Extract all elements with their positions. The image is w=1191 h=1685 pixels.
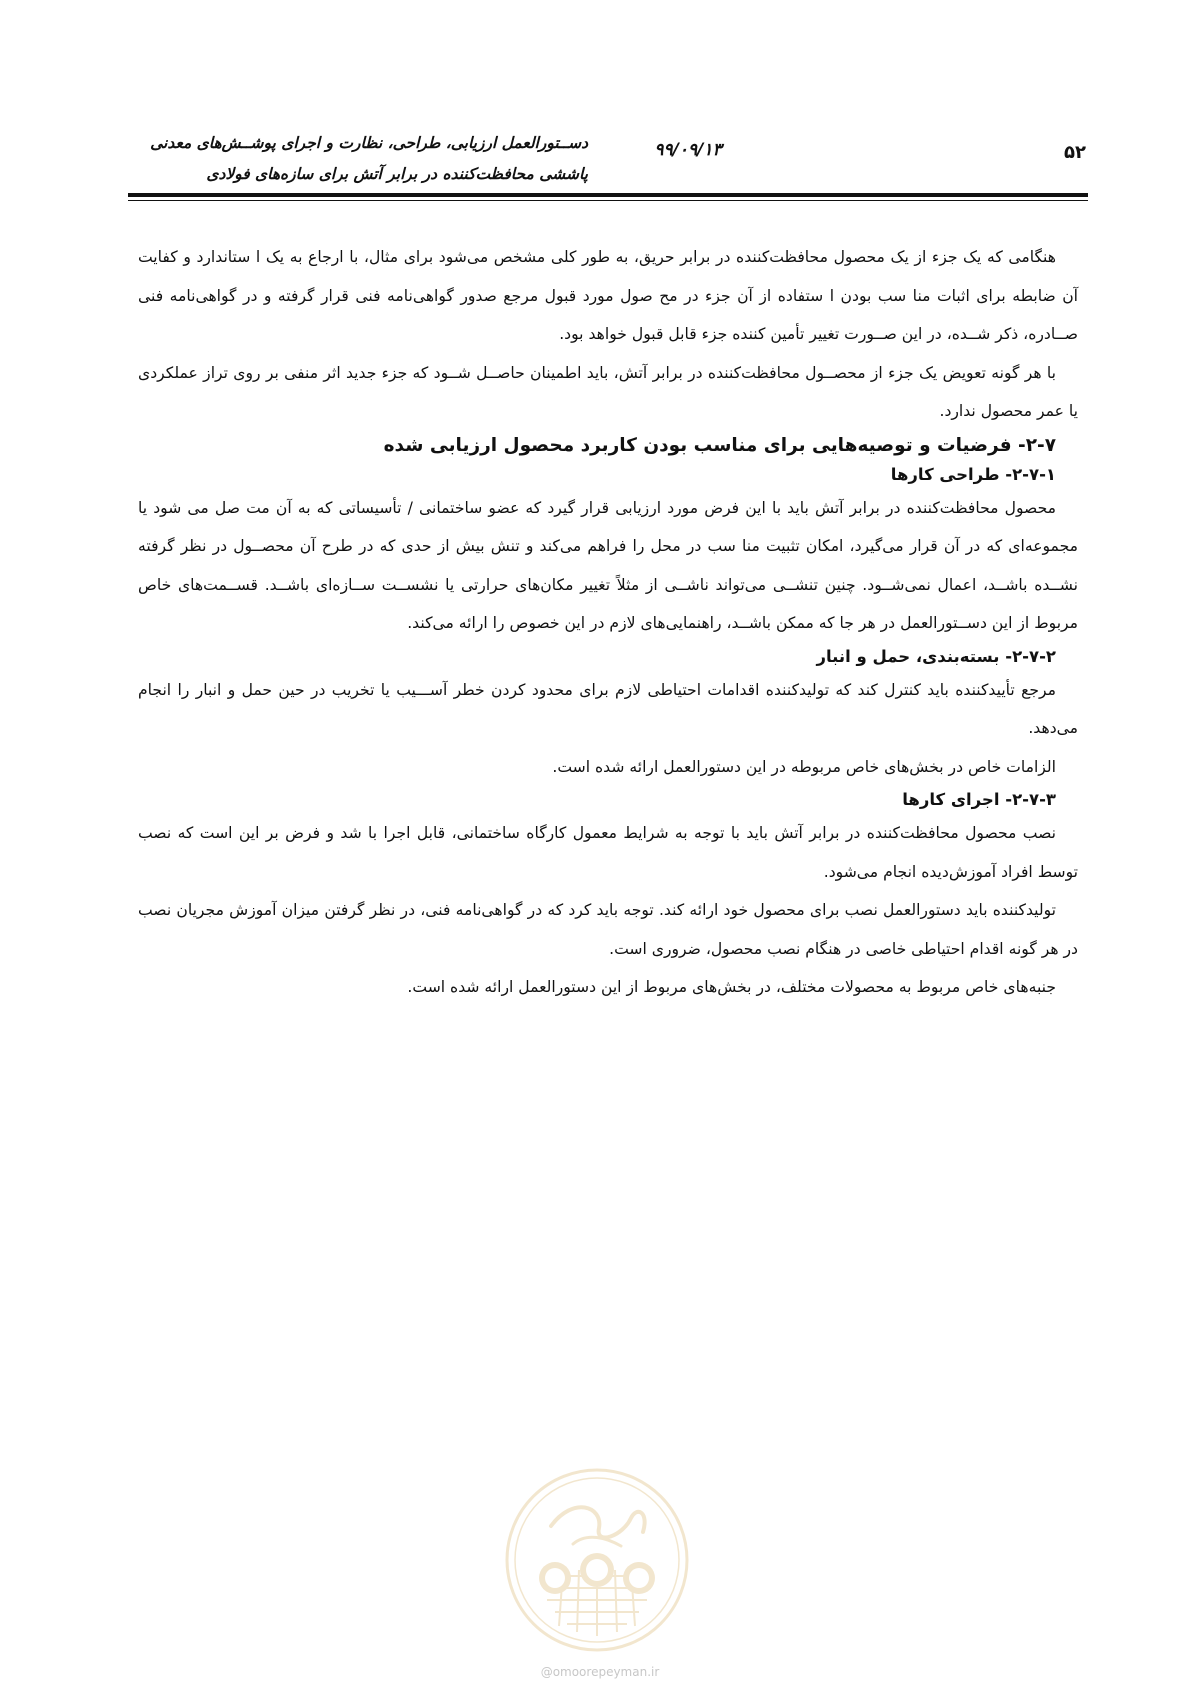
running-header-title <box>128 128 588 190</box>
paragraph: محصول محافظت‌کننده در برابر آتش باید با این فرض مورد ارزیابی قرار گیرد که عضو ساختمانی / تأسیساتی که به آن مت صل می شود یا مجموعه‌ای که در آن قرار می‌گیرد، امکان تثبیت منا سب در محل را فراهم می‌کند و تنش بیش از حدی که در طرح آن محصــول در نظر گرفته نشــده باشــد، اعمال نمی‌شــود. چنین تنشــی می‌تواند ناشــی از مثلاً تغییر مکان‌های حرارتی یا نشســت ســازه‌ای باشــد. قســمت‌های خاص مربوط از این دســتورالعمل در هر جا که ممکن باشــد، راهنمایی‌های لازم در این خصوص را ارائه می‌کند. <box>138 498 1078 632</box>
paragraph: تولیدکننده باید دستورالعمل نصب برای محصول خود ارائه کند. توجه باید کرد که در گواهی‌نامه فنی، در نظر گرفتن میزان آموزش مجریان نصب در هر گونه اقدام احتیاطی خاصی در هنگام نصب محصول، ضروری است. <box>138 901 1078 958</box>
header-rule-thin <box>128 200 1088 201</box>
paragraph: هنگامی که یک جزء از یک محصول محافظت‌کننده در برابر حریق، به طور کلی مشخص می‌شود برای مثال، با ارجاع به یک ا ستاندارد و کفایت آن ضابطه برای اثبات منا سب بودن ا ستفاده از آن جزء در مح صول مورد قبول مرجع صدور گواهی‌نامه فنی قرار گرفته و در گواهی‌نامه فنی صــادره، ذکر شــده، در این صــورت تغییر تأمین کننده جزء قابل قبول خواهد بود. <box>138 248 1078 343</box>
watermark-logo-icon <box>503 1466 691 1654</box>
subsection-heading-2-7-2: ۲-۷-۲- بسته‌بندی، حمل و انبار <box>816 646 1056 666</box>
section-heading-2-7: ۲-۷- فرضیات و توصیه‌هایی برای مناسب بودن کاربرد محصول ارزیابی شده <box>383 434 1056 456</box>
header-rule-thick <box>128 193 1088 197</box>
paragraph: نصب محصول محافظت‌کننده در برابر آتش باید با توجه به شرایط معمول کارگاه ساختمانی، قابل اجرا با شد و فرض بر این است که نصب توسط افراد آموزش‌دیده انجام می‌شود. <box>138 824 1078 881</box>
paragraph: جنبه‌های خاص مربوط به محصولات مختلف، در بخش‌های مربوط از این دستورالعمل ارائه شده است. <box>407 978 1056 996</box>
paragraph: الزامات خاص در بخش‌های خاص مربوطه در این دستورالعمل ارائه شده است. <box>552 757 1056 776</box>
subsection-heading-2-7-3: ۲-۷-۳- اجرای کارها <box>902 790 1056 809</box>
header-title-line-1: دســتورالعمل ارزیابی، طراحی، نظارت و اجرای پوشــش‌های معدنی <box>150 134 588 152</box>
paragraph: با هر گونه تعویض یک جزء از محصــول محافظت‌کننده در برابر آتش، باید اطمینان حاصــل شــود که جزء جدید اثر منفی بر روی تراز عملکردی یا عمر محصول ندارد. <box>138 363 1078 420</box>
body-text <box>138 238 1078 1007</box>
subsection-heading-2-7-1: ۲-۷-۱- طراحی کارها <box>890 464 1056 484</box>
watermark-site-text: @omoorepeyman.ir <box>540 1665 660 1679</box>
header-date: ۹۹/۰۹/۱۳ <box>654 140 722 160</box>
header-title-line-2: پاششی محافظت‌کننده در برابر آتش برای سازه‌های فولادی <box>206 165 588 183</box>
paragraph: مرجع تأییدکننده باید کنترل کند که تولیدکننده اقدامات احتیاطی لازم برای محدود کردن خطر آســـیب یا تخریب در حین حمل و انبار را انجام می‌دهد. <box>138 680 1078 737</box>
page-number: ۵۲ <box>1064 142 1086 163</box>
